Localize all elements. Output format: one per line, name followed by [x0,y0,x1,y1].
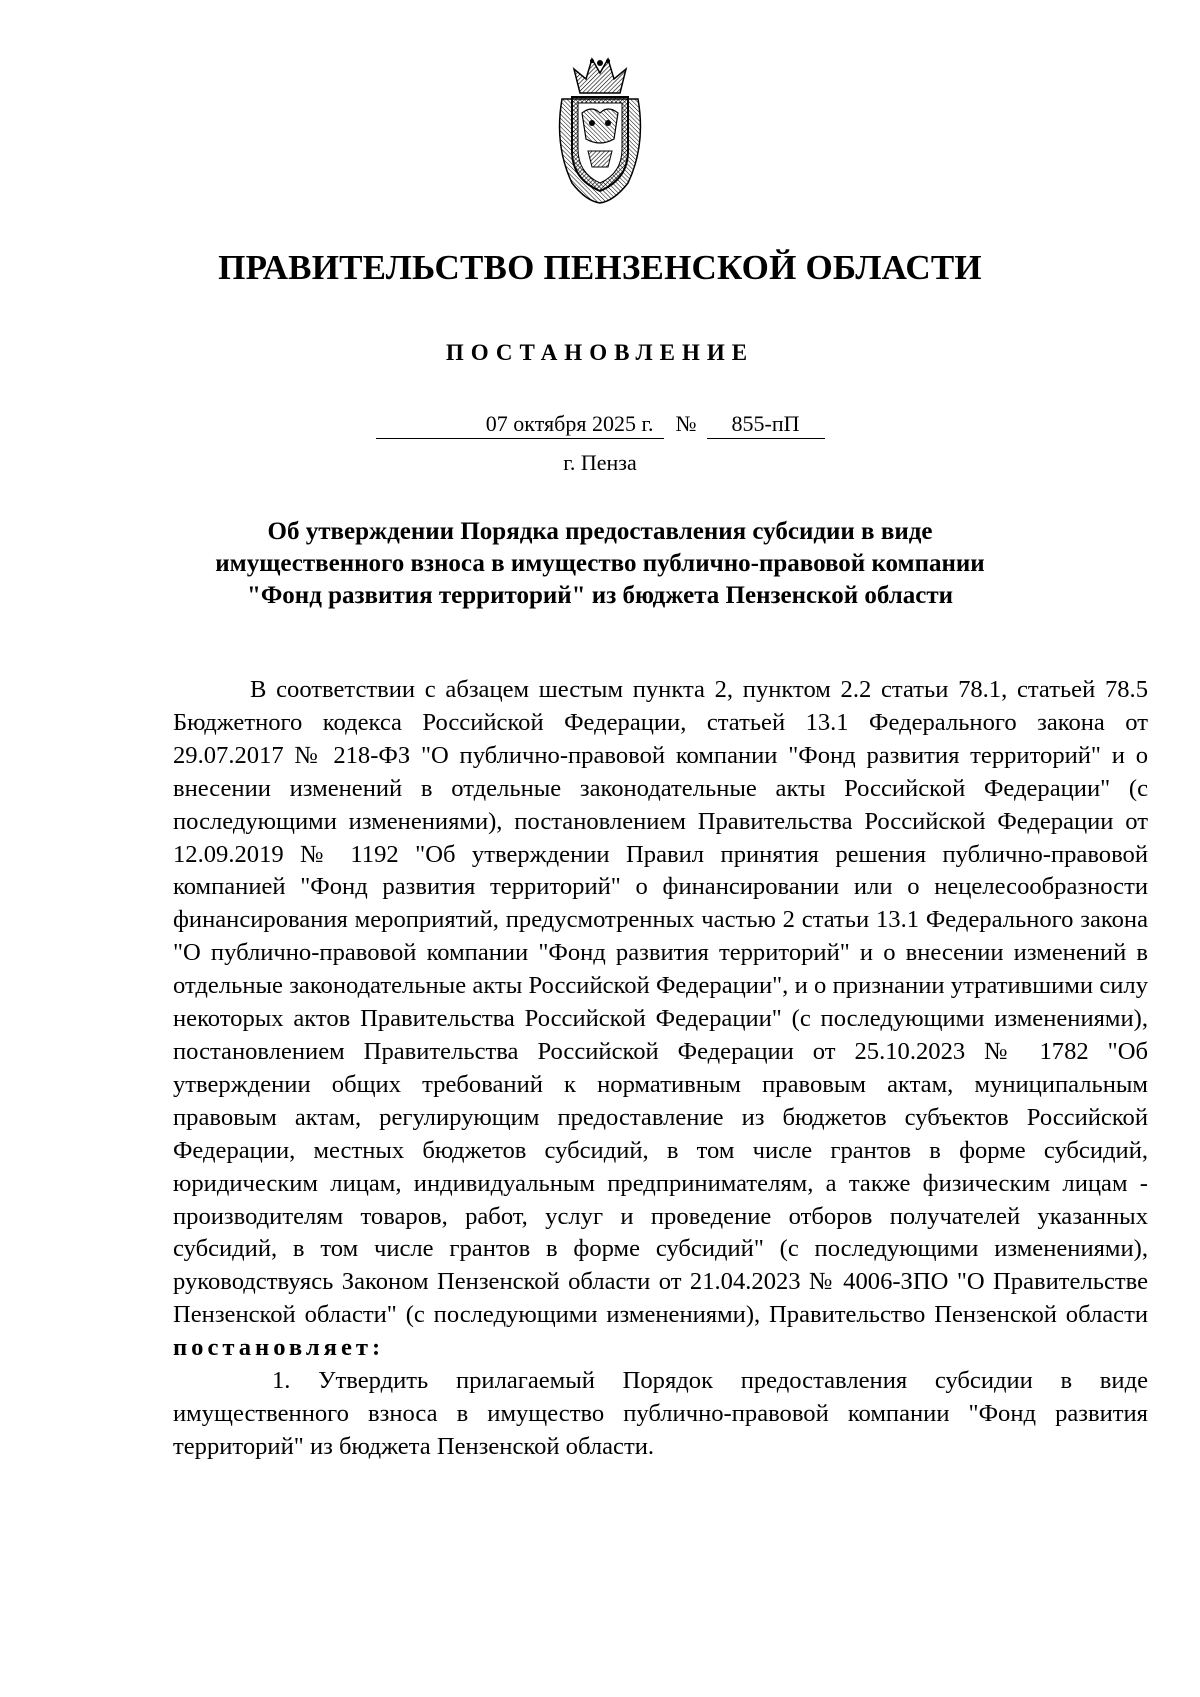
resolves-word: постановляет: [173,1334,385,1362]
organization-title: ПРАВИТЕЛЬСТВО ПЕНЗЕНСКОЙ ОБЛАСТИ [218,248,982,287]
title-line: Об утверждении Порядка предоставления субсидии в виде [267,518,933,545]
document-city: г. Пенза [563,450,637,475]
title-line: "Фонд развития территорий" из бюджета Пензенской области [246,582,954,609]
document-type: ПОСТАНОВЛЕНИЕ [445,340,755,365]
preamble-text: В соответствии с абзацем шестым пункта 2, пунктом 2.2 статьи 78.1, статьей 78.5 Бюджетного кодекса Российской Федерации, статьей 13.1 Федерального закона от 29.07.2017 № 218-ФЗ "О публично-правовой компании "Фонд развития территорий" и о внесении изменений в отдельные законодательные акты Российской Федерации" (с последующими изменениями), постановлением Правительства Российской Федерации от 12.09.2019 № 1192 "Об утверждении Правил принятия решения публично-правовой компанией "Фонд развития территорий" о финансировании или о нецелесообразности финансирования мероприятий, предусмотренных частью 2 статьи 13.1 Федерального закона "О публично-правовой компании "Фонд развития территорий" и о внесении изменений в отдельные законодательные акты Российской Федерации", и о признании утратившими силу некоторых актов Правительства Российской Федерации" (с последующими изменениями), постановлением Правительства Российской Федерации от 25.10.2023 № 1782 "Об утверждении общих требований к нормативным правовым актам, муниципальным правовым актам, регулирующим предоставление из бюджетов субъектов Российской Федерации, местных бюджетов субсидий, в том числе грантов в форме субсидий, юридическим лицам, индивидуальным предпринимателям, а также физическим лицам - производителям товаров, работ, услуг и проведение отборов получателей указанных субсидий, в том числе грантов в форме субсидий" (с последующими изменениями), руководствуясь Законом Пензенской области от 21.04.2023 № 4006-ЗПО "О Правительстве Пензенской области" (с последующими изменениями), Правительство Пензенской области [173,676,1148,1329]
document-body [173,674,1148,1464]
document-date-number-line [0,410,1200,440]
document-date: 07 октября 2025 г. [376,410,664,439]
document-title [0,516,1200,612]
item-1-paragraph: 1. Утвердить прилагаемый Порядок предоставления субсидии в виде имущественного взноса в имущество публично-правовой компании "Фонд развития территорий" из бюджета Пензенской области. [173,1367,1148,1460]
preamble-paragraph [173,674,1148,1365]
number-sign: № [675,411,697,436]
document-number: 855-пП [707,410,825,439]
title-line: имущественного взноса в имущество публично-правовой компании [215,550,985,577]
penza-oblast-coat-of-arms-icon [552,55,648,205]
